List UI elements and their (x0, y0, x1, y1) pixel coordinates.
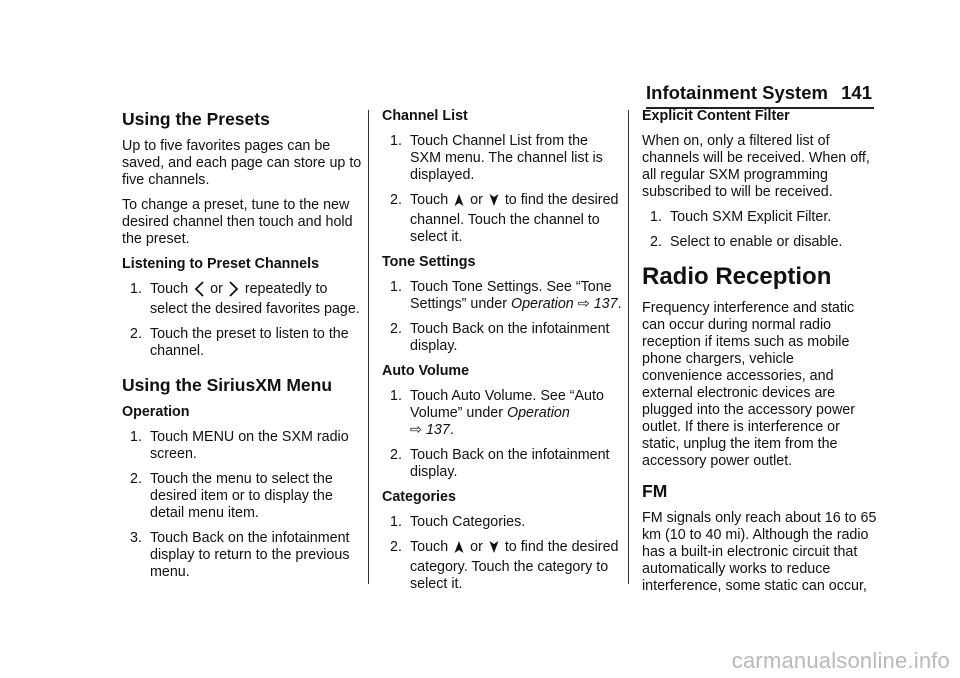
page-number: 141 (841, 82, 872, 103)
presets-paragraph: Up to five favorites pages can be saved, and each page can store up to five channels. (122, 138, 362, 188)
step-number: 2. (130, 326, 142, 342)
presets-heading: Using the Presets (122, 109, 270, 129)
step-text: Touch Back on the infotainment display. (410, 321, 610, 354)
step-text: Touch (410, 539, 449, 555)
list-item (122, 326, 362, 360)
listening-heading: Listening to Preset Channels (122, 256, 320, 272)
explicit-steps (642, 209, 878, 251)
step-number: 1. (390, 514, 402, 530)
auto-volume-heading: Auto Volume (382, 363, 470, 379)
down-triangle-icon (489, 539, 499, 559)
fm-paragraph: FM signals only reach about 16 to 65 km (10 to 40 mi). Although the radio has a built-in electronic circuit that automatically works to reduce interference, some static can occur, (642, 510, 877, 594)
operation-heading: Operation (122, 404, 190, 420)
step-text: Touch Tone Settings. See “Tone Settings” under (410, 279, 612, 312)
page-arrow-icon: ⇨ (577, 296, 590, 312)
list-item: 1. Touch Tone Settings. See “Tone Settings” under Operation ⇨ 137. (390, 279, 622, 312)
list-item (122, 281, 362, 318)
page-reference[interactable]: 137 (425, 422, 450, 438)
column-divider (628, 110, 629, 584)
categories-steps (382, 514, 622, 593)
page-reference[interactable]: 137 (593, 296, 618, 312)
channel-list-heading: Channel List (382, 108, 468, 124)
step-number: 1. (390, 279, 402, 295)
step-text: or (210, 281, 223, 297)
list-item (642, 234, 878, 251)
left-chevron-icon (194, 281, 204, 301)
list-item: 1. Touch Auto Volume. See “Auto Volume” under Operation ⇨ 137. (390, 388, 604, 438)
up-triangle-icon (454, 192, 464, 212)
tone-settings-heading: Tone Settings (382, 254, 476, 270)
step-number: 1. (650, 209, 662, 225)
right-chevron-icon (229, 281, 239, 301)
step-text: Touch MENU on the SXM radio screen. (150, 429, 349, 462)
list-item (122, 530, 362, 581)
step-text: Touch Back on the infotainment display. (410, 447, 610, 480)
column-2 (382, 108, 622, 601)
step-number: 2. (130, 471, 142, 487)
listening-steps (122, 281, 362, 360)
step-number: 2. (390, 447, 402, 463)
operation-steps (122, 429, 362, 581)
section-title: Infotainment System (646, 82, 828, 103)
step-number: 2. (650, 234, 662, 250)
presets-paragraph: To change a preset, tune to the new desired channel then touch and hold the preset. (122, 197, 353, 247)
step-text: Touch the preset to listen to the channel. (150, 326, 349, 359)
step-number: 1. (130, 281, 142, 297)
step-number: 2. (390, 539, 402, 555)
explicit-filter-heading: Explicit Content Filter (642, 108, 790, 124)
list-item (382, 539, 622, 593)
column-divider (368, 110, 369, 584)
step-text: or (470, 539, 483, 555)
up-triangle-icon (454, 539, 464, 559)
cross-reference[interactable]: Operation (510, 296, 574, 312)
step-number: 1. (390, 388, 402, 404)
explicit-paragraph: When on, only a filtered list of channels will be received. When off, all regular SXM programming subscribed to will be received. (642, 133, 870, 200)
auto-volume-steps (382, 388, 622, 481)
radio-paragraph: Frequency interference and static can occur during normal radio reception if items such as mobile phone chargers, vehicle convenience accessories, and external electronic devices are plugged into the accessory power outlet. If there is interference or static, unplug the item from the accessory power outlet. (642, 300, 855, 469)
watermark: carmanualsonline.info (731, 648, 950, 673)
radio-reception-heading: Radio Reception (642, 263, 832, 290)
down-triangle-icon (489, 192, 499, 212)
step-text: to find the desired category. Touch the category to select it. (410, 539, 619, 592)
step-number: 1. (130, 429, 142, 445)
menu-heading: Using the SiriusXM Menu (122, 375, 333, 395)
categories-heading: Categories (382, 489, 456, 505)
list-item (122, 429, 362, 463)
step-text: Select to enable or disable. (670, 234, 843, 250)
step-text: Touch (150, 281, 189, 297)
cross-reference[interactable]: Operation (506, 405, 570, 421)
step-number: 3. (130, 530, 142, 546)
tone-steps (382, 279, 622, 355)
step-text: Touch (410, 192, 449, 208)
step-text: Touch Categories. (410, 514, 526, 530)
step-text: to find the desired channel. Touch the channel to select it. (410, 192, 619, 245)
step-text: Touch Channel List from the SXM menu. The channel list is displayed. (410, 133, 603, 183)
list-item (382, 133, 622, 184)
list-item (642, 209, 878, 226)
step-text: Touch Auto Volume. See “Auto Volume” under (410, 388, 604, 421)
column-1 (122, 108, 362, 589)
column-3 (642, 108, 878, 603)
list-item (122, 471, 362, 522)
channel-steps (382, 133, 622, 246)
step-text: repeatedly to select the desired favorites page. (150, 281, 360, 317)
list-item (382, 192, 622, 246)
list-item (382, 447, 622, 481)
step-number: 2. (390, 192, 402, 208)
step-text: or (470, 192, 483, 208)
step-number: 2. (390, 321, 402, 337)
step-text: Touch Back on the infotainment display to return to the previous menu. (150, 530, 350, 580)
fm-heading: FM (642, 481, 668, 501)
step-text: Touch SXM Explicit Filter. (670, 209, 832, 225)
step-number: 1. (390, 133, 402, 149)
list-item (382, 321, 622, 355)
page-arrow-icon: ⇨ (410, 422, 422, 438)
step-text: Touch the menu to select the desired item or to display the detail menu item. (150, 471, 333, 521)
list-item (382, 514, 622, 531)
